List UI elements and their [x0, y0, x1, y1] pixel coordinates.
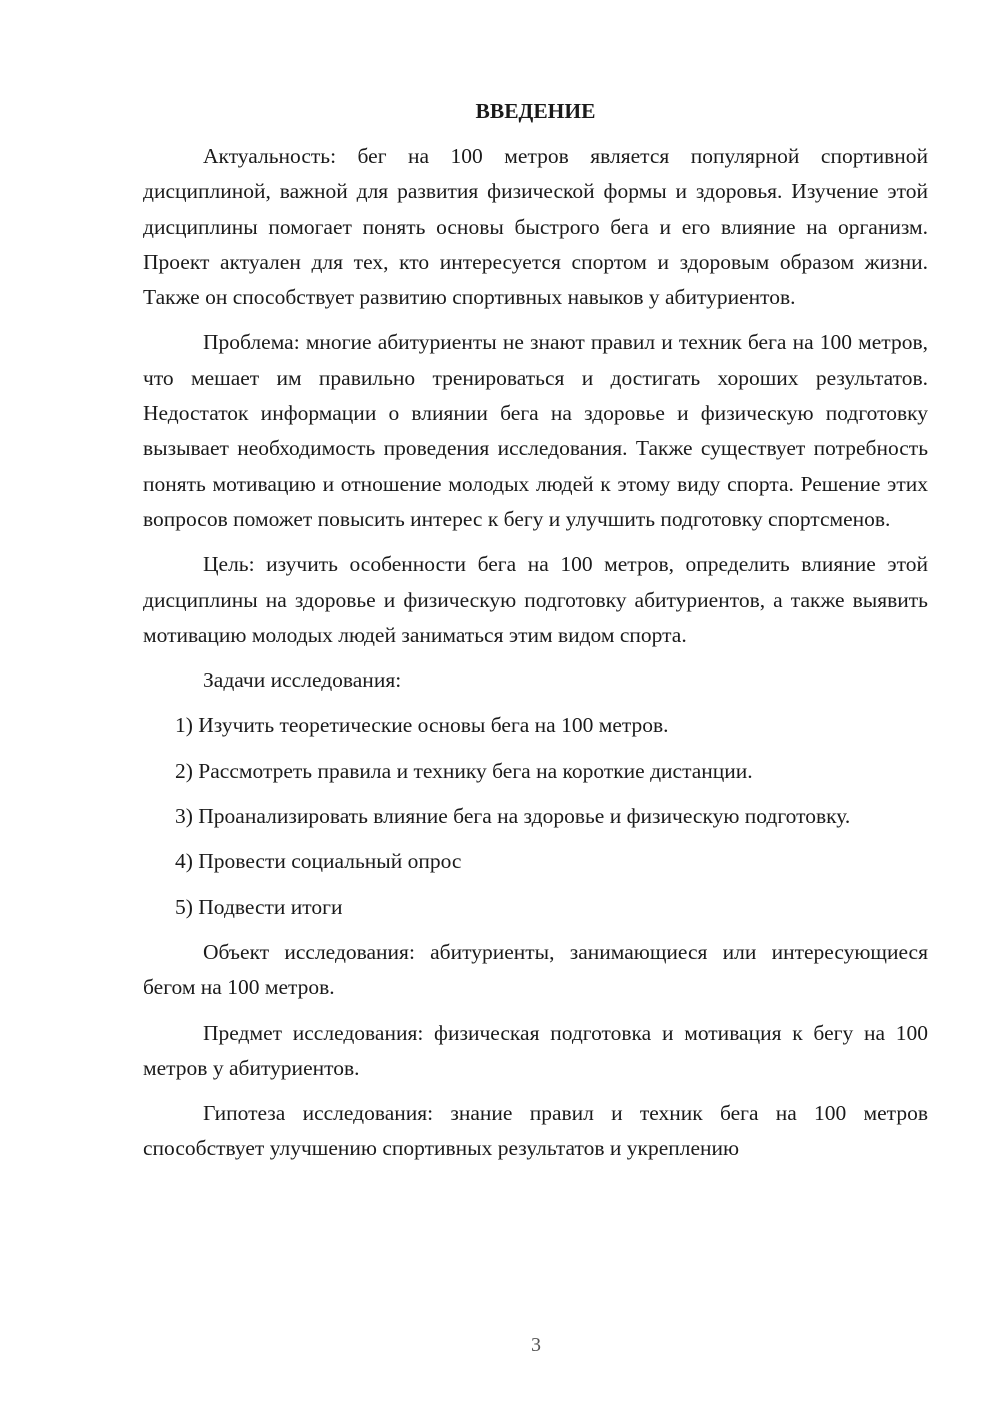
section-title: ВВЕДЕНИЕ [475, 99, 596, 123]
paragraph-problem: Проблема: многие абитуриенты не знают правил и техник бега на 100 метров, что мешает им правильно тренироваться и достигать хороших результатов. Недостаток информации о влиянии бега на здоровье и физическую подготовку вызывает необходимость проведения исследования. Также существует потребность понять мотивацию и отношение молодых людей к этому виду спорта. Решение этих вопросов поможет повысить интерес к бегу и улучшить подготовку спортсменов. [143, 330, 928, 531]
paragraph-subject: Предмет исследования: физическая подготовка и мотивация к бегу на 100 метров у абитуриентов. [143, 1020, 928, 1080]
paragraph-hypothesis: Гипотеза исследования: знание правил и техник бега на 100 метров способствует улучшению спортивных результатов и укреплению [143, 1101, 928, 1161]
paragraph-goal: Цель: изучить особенности бега на 100 метров, определить влияние этой дисциплины на здоровье и физическую подготовку абитуриентов, а также выявить мотивацию молодых людей заниматься этим видом спорта. [143, 552, 928, 647]
task-item-2: 2) Рассмотреть правила и технику бега на короткие дистанции. [175, 758, 753, 783]
task-item-5: 5) Подвести итоги [175, 894, 343, 919]
paragraph-relevance: Актуальность: бег на 100 метров является популярной спортивной дисциплиной, важной для развития физической формы и здоровья. Изучение этой дисциплины помогает понять основы быстрого бега и его влияние на организм. Проект актуален для тех, кто интересуется спортом и здоровым образом жизни. Также он способствует развитию спортивных навыков у абитуриентов. [143, 144, 928, 310]
task-item-1: 1) Изучить теоретические основы бега на 100 метров. [175, 713, 669, 738]
page-content [143, 93, 928, 1177]
tasks-heading: Задачи исследования: [203, 668, 402, 693]
page-number: 3 [531, 1334, 541, 1356]
task-item-3: 3) Проанализировать влияние бега на здоровье и физическую подготовку. [175, 804, 851, 829]
paragraph-object: Объект исследования: абитуриенты, занимающиеся или интересующиеся бегом на 100 метров. [143, 939, 928, 1000]
task-item-4: 4) Провести социальный опрос [175, 849, 462, 874]
